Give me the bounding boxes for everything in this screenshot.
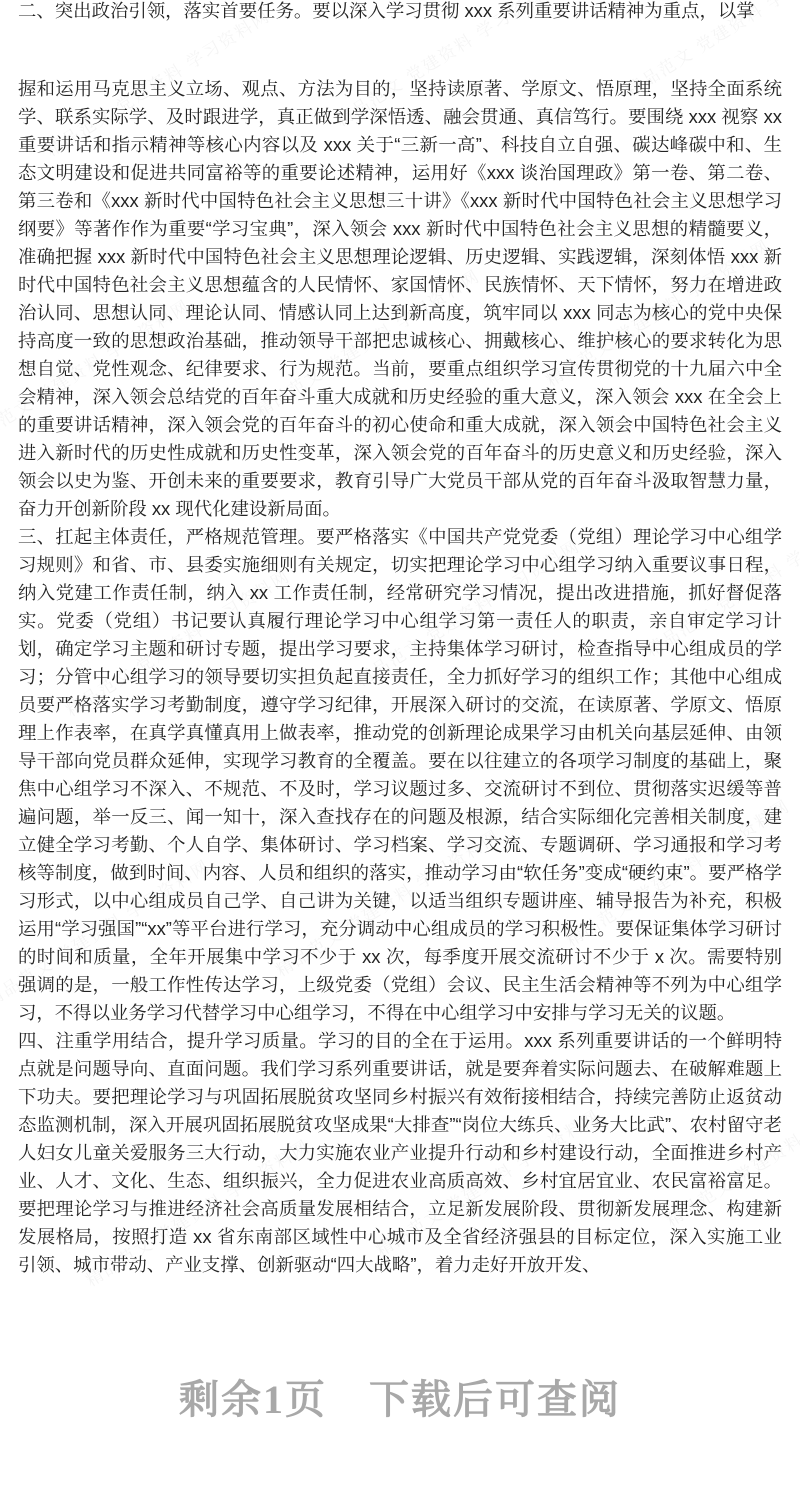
- page-break-gap: [18, 25, 782, 75]
- remaining-pages-label: 剩余1页 下载后可查阅: [179, 1377, 621, 1422]
- paragraph: 握和运用马克思主义立场、观点、方法为目的，坚持读原著、学原文、悟原理，坚持全面系统学、联系实际学、及时跟进学，真正做到学深悟透、融会贯通、真信笃行。要围绕 xxx 视察 xx 重要讲话和指示精神等核心内容以及 xxx 关于“三新一高”、科技自立自强、碳达峰碳中和、生态文明建设和促进共同富裕等的重要论述精神，运用好《xxx 谈治国理政》第一卷、第二卷、第三卷和《xxx 新时代中国特色社会主义思想三十讲》《xxx 新时代中国特色社会主义思想学习纲要》等著作作为重要“学习宝典”，深入领会 xxx 新时代中国特色社会主义思想的精髓要义，准确把握 xxx 新时代中国特色社会主义思想理论逻辑、历史逻辑、实践逻辑，深刻体悟 xxx 新时代中国特色社会主义思想蕴含的人民情怀、家国情怀、民族情怀、天下情怀，努力在增进政治认同、思想认同、理论认同、情感认同上达到新高度，筑牢同以 xxx 同志为核心的党中央保持高度一致的思想政治基础，推动领导干部把忠诚核心、拥戴核心、维护核心的要求转化为思想自觉、党性观念、纪律要求、行为规范。当前，要重点组织学习宣传贯彻党的十九届六中全会精神，深入领会总结党的百年奋斗重大成就和历史经验的重大意义，深入领会 xxx 在全会上的重要讲话精神，深入领会党的百年奋斗的初心使命和重大成就，深入领会中国特色社会主义进入新时代的历史性成就和历史性变革，深入领会党的百年奋斗的历史意义和历史经验，深入领会以史为鉴、开创未来的重要要求，教育引导广大党员干部从党的百年奋斗汲取智慧力量，奋力开创新阶段 xx 现代化建设新局面。: [18, 78, 782, 519]
- paragraph: 四、注重学用结合，提升学习质量。学习的目的全在于运用。xxx 系列重要讲话的一个鲜明特点就是问题导向、直面问题。我们学习系列重要讲话，就是要奔着实际问题去、在破解难题上下功夫。要把理论学习与巩固拓展脱贫攻坚同乡村振兴有效衔接相结合，持续完善防止返贫动态监测机制，深入开展巩固拓展脱贫攻坚成果“大排查”“岗位大练兵、业务大比武”、农村留守老人妇女儿童关爱服务三大行动，大力实施农业产业提升行动和乡村建设行动，全面推进乡村产业、人才、文化、生态、组织振兴，全力促进农业高质高效、乡村宜居宜业、农民富裕富足。要把理论学习与推进经济社会高质量发展相结合，立足新发展阶段、贯彻新发展理念、构建新发展格局，按照打造 xx 省东南部区域性中心城市及全省经济强县的目标定位，深入实施工业引领、城市带动、产业支撑、创新驱动“四大战略”，着力走好开放开发、: [18, 1030, 782, 1275]
- page-top-text-fragment: 二、突出政治引领，落实首要任务。要以深入学习贯彻 xxx 系列重要讲话精神为重点，以掌: [18, 0, 755, 21]
- paragraph: 三、扛起主体责任，严格规范管理。要严格落实《中国共产党党委（党组）理论学习中心组学习规则》和省、市、县委实施细则有关规定，切实把理论学习中心组学习纳入重要议事日程，纳入党建工作责任制，纳入 xx 工作责任制，经常研究学习情况，提出改进措施，抓好督促落实。党委（党组）书记要认真履行理论学习中心组学习第一责任人的职责，亲自审定学习计划，确定学习主题和研讨专题，提出学习要求，主持集体学习研讨，检查指导中心组成员的学习；分管中心组学习的领导要切实担负起直接责任，全力抓好学习的组织工作；其他中心组成员要严格落实学习考勤制度，遵守学习纪律，开展深入研讨的交流，在读原著、学原文、悟原理上作表率，在真学真懂真用上做表率，推动党的创新理论成果学习由机关向基层延伸、由领导干部向党员群众延伸，实现学习教育的全覆盖。要在以往建立的各项学习制度的基础上，聚焦中心组学习不深入、不规范、不及时，学习议题过多、交流研讨不到位、贯彻落实迟缓等普遍问题，举一反三、闻一知十，深入查找存在的问题及根源，结合实际细化完善相关制度，建立健全学习考勤、个人自学、集体研讨、学习档案、学习交流、专题调研、学习通报和学习考核等制度，做到时间、内容、人员和组织的落实，推动学习由“软任务”变成“硬约束”。要严格学习形式，以中心组成员自己学、自己讲为关键，以适当组织专题讲座、辅导报告为补充，积极运用“学习强国”“xx”等平台进行学习，充分调动中心组成员的学习积极性。要保证集体学习研讨的时间和质量，全年开展集中学习不少于 xx 次，每季度开展交流研讨不少于 x 次。需要特别强调的是，一般工作性传达学习，上级党委（党组）会议、民主生活会精神等不列为中心组学习，不得以业务学习代替学习中心组学习，不得在中心组学习中安排与学习无关的议题。: [18, 526, 782, 1023]
- remaining-pages-footer: [0, 1368, 800, 1425]
